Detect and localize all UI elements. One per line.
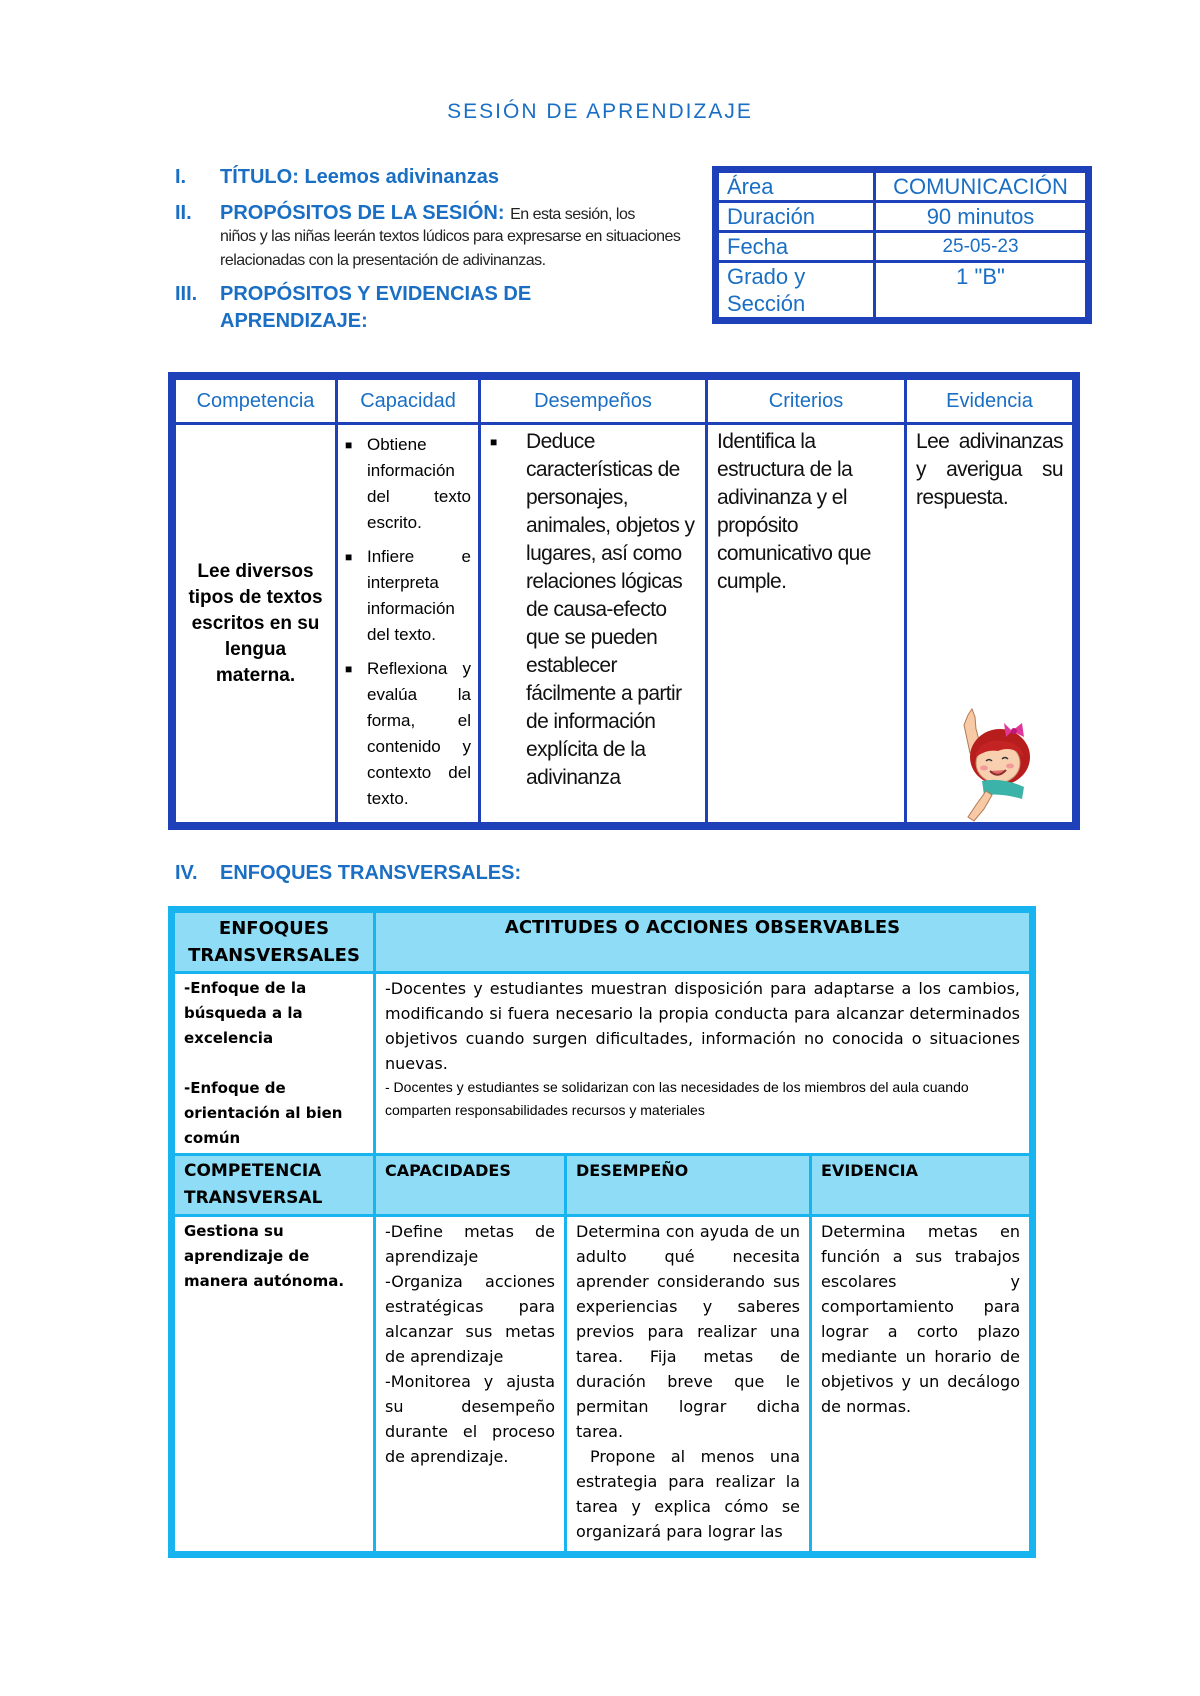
- accion-1: -Docentes y estudiantes muestran disposición para adaptarse a los cambios, modificando si fuera necesario la propia conducta para alcanzar determinados objetivos cuando surgen dificultades, información no conocida o situaciones nuevas.: [385, 979, 1020, 1073]
- section-label: ENFOQUES TRANSVERSALES:: [220, 862, 522, 884]
- header-enfoques: ENFOQUES TRANSVERSALES: [175, 913, 373, 971]
- competencia-transversal-cell: Gestiona su aprendizaje de manera autónoma.: [175, 1217, 373, 1551]
- competency-table: [168, 372, 1080, 830]
- section-evidence-heading: [175, 281, 531, 335]
- transversal-table: [168, 906, 1036, 1558]
- section-number: III.: [175, 283, 198, 305]
- criterio-cell: Identifica la estructura de la adivinanza y el propósito comunicativo que cumple.: [708, 425, 904, 822]
- enfoques-cell: [175, 974, 373, 1153]
- purpose-text-line1: En esta sesión, los: [510, 206, 635, 223]
- section-number: I.: [175, 166, 187, 188]
- duration-value: 90 minutos: [876, 203, 1085, 230]
- grade-value: 1 "B": [876, 263, 1085, 317]
- desempeno-transversal-cell: [567, 1217, 809, 1551]
- desempeno-2: Propone al menos una estrategia para realizar la tarea y explica cómo se organizará para lograr las: [576, 1447, 800, 1541]
- section-label: TÍTULO:: [220, 166, 299, 188]
- header-capacidades: CAPACIDADES: [376, 1156, 564, 1214]
- bullet-icon: ■: [490, 435, 498, 449]
- capacidad-2: -Organiza acciones estratégicas para alcanzar sus metas de aprendizaje: [385, 1272, 555, 1366]
- section-transversal-heading: [175, 862, 521, 885]
- acciones-cell: [376, 974, 1029, 1153]
- capacidades-cell: [376, 1217, 564, 1551]
- date-label: Fecha: [719, 233, 873, 260]
- header-evidencia: Evidencia: [907, 380, 1072, 422]
- girl-waving-illustration: [942, 695, 1042, 825]
- bullet-icon: ■: [345, 662, 353, 676]
- desempeno-1: Determina con ayuda de un adulto qué necesita aprender considerando sus experiencias y saberes previos para realizar una tarea. Fija metas de duración breve que le permitan lograr dicha tarea.: [576, 1222, 800, 1441]
- section-number: II.: [175, 202, 192, 224]
- document-title: SESIÓN DE APRENDIZAJE: [447, 100, 753, 123]
- capacidad-cell: [338, 425, 478, 822]
- enfoque-1: -Enfoque de la búsqueda a la excelencia: [184, 979, 307, 1047]
- bullet-icon: ■: [345, 550, 353, 564]
- section-purpose: [175, 202, 711, 273]
- header-actitudes: ACTITUDES O ACCIONES OBSERVABLES: [376, 913, 1029, 971]
- list-item: ■ Obtiene información del texto escrito.: [345, 432, 471, 536]
- evidencia-transversal-cell: Determina metas en función a sus trabajos escolares y comportamiento para lograr a corto plazo mediante un horario de objetivos y un decálogo de normas.: [812, 1217, 1029, 1551]
- capacidad-1: -Define metas de aprendizaje: [385, 1222, 555, 1266]
- area-label: Área: [719, 173, 873, 200]
- purpose-text-line3: relacionadas con la presentación de adivinanzas.: [220, 252, 546, 269]
- header-evidencia: EVIDENCIA: [812, 1156, 1029, 1214]
- section-title: [175, 166, 499, 189]
- bullet-icon: ■: [345, 438, 353, 452]
- header-competencia-transversal: COMPETENCIA TRANSVERSAL: [175, 1156, 373, 1214]
- competencia-cell: Lee diversos tipos de textos escritos en su lengua materna.: [176, 425, 335, 822]
- header-criterios: Criterios: [708, 380, 904, 422]
- accion-2: - Docentes y estudiantes se solidarizan con las necesidades de los miembros del aula cuando comparten responsabilidades recursos y materiales: [385, 1079, 969, 1118]
- list-item: ■ Infiere e interpreta información del texto.: [345, 544, 471, 648]
- enfoque-2: -Enfoque de orientación al bien común: [184, 1079, 343, 1147]
- header-desempeno: DESEMPEÑO: [567, 1156, 809, 1214]
- purpose-text-line2: niños y las niñas leerán textos lúdicos para expresarse en situaciones: [220, 228, 681, 245]
- header-competencia: Competencia: [176, 380, 335, 422]
- capacidad-3: -Monitorea y ajusta su desempeño durante el proceso de aprendizaje.: [385, 1372, 555, 1466]
- section-label: PROPÓSITOS DE LA SESIÓN:: [220, 202, 505, 224]
- header-capacidad: Capacidad: [338, 380, 478, 422]
- grade-label: Grado y Sección: [719, 263, 873, 317]
- area-value: COMUNICACIÓN: [876, 173, 1085, 200]
- session-title: Leemos adivinanzas: [304, 166, 499, 188]
- desempeno-cell: ■ Deduce características de personajes, animales, objetos y lugares, así como relaciones lógicas de causa-efecto que se pueden establecer fácilmente a partir de información explícita de la adivinanza: [481, 425, 705, 822]
- date-value: 25-05-23: [876, 233, 1085, 260]
- duration-label: Duración: [719, 203, 873, 230]
- section-label-cont: APRENDIZAJE:: [220, 310, 368, 332]
- session-info-table: [712, 166, 1092, 324]
- list-item: ■ Reflexiona y evalúa la forma, el contenido y contexto del texto.: [345, 656, 471, 812]
- section-number: IV.: [175, 862, 198, 884]
- evidencia-cell: Lee adivinanzas y averigua su respuesta.: [907, 425, 1072, 822]
- section-label: PROPÓSITOS Y EVIDENCIAS DE: [220, 283, 532, 305]
- header-desempenos: Desempeños: [481, 380, 705, 422]
